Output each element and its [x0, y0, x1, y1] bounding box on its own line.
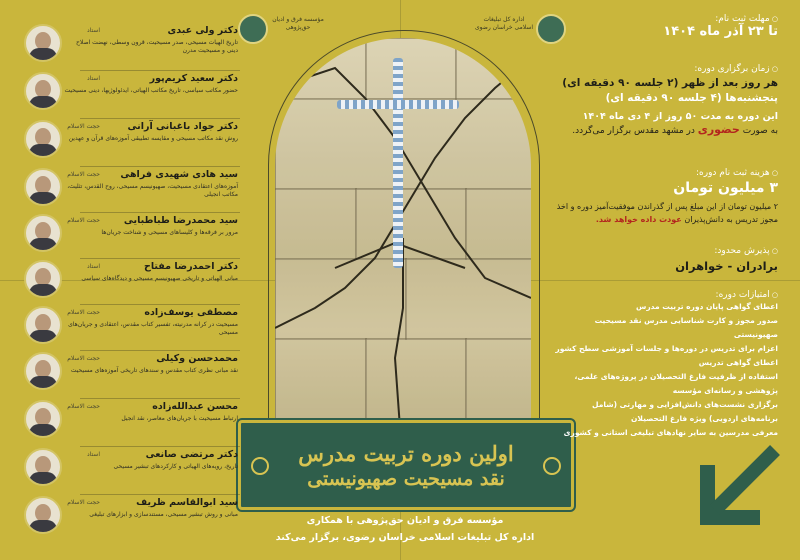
speaker-name: سید هادی شهیدی فراهی [120, 169, 238, 180]
speaker-desc: مبانی الهیاتی و تاریخی صهیونیسم مسیحی و دیدگاه‌های سیاسی [81, 275, 238, 282]
benefit-item: برگزاری نشست‌های دانش‌افزایی و مهارتی (شامل برنامه‌های اردویی) ویژه فارغ التحصیلان [592, 400, 778, 423]
speaker-desc: نقد مبانی نظری کتاب مقدس و سندهای تاریخی آموزه‌های مسیحیت [70, 367, 238, 374]
avatar [24, 496, 62, 534]
speaker-title: حجت الاسلام [67, 403, 100, 410]
benefit-item: اعطای گواهی تدریس [698, 358, 778, 367]
speaker-item [0, 212, 250, 256]
benefit-item: استفاده از ظرفیت فارغ التحصیلان در پروژه‌های علمی، پژوهشی و رسانه‌ای مؤسسه [574, 372, 778, 395]
speaker-title: حجت الاسلام [67, 217, 100, 224]
deadline-label: ○ مهلت ثبت نام: [553, 14, 778, 24]
avatar [24, 214, 62, 252]
refund-text [553, 200, 778, 226]
speaker-item [0, 304, 250, 348]
speaker-desc: آموزه‌های اعتقادی مسیحیت، صهیونیسم مسیحی، روح القدس، تثلیث، مکاتب انجیلی [67, 183, 238, 198]
speaker-title: حجت الاسلام [67, 171, 100, 178]
speaker-desc: مرور بر فرقه‌ها و کلیساهای مسیحی و شناخت جریان‌ها [101, 229, 238, 236]
speaker-name: مصطفی یوسف‌زاده [144, 307, 238, 318]
speaker-desc: حضور مکاتب سیاسی، تاریخ مکاتب الهیاتی، ایدئولوژیها، دینی مسیحیت [64, 87, 238, 94]
speaker-desc: ارتباط مسیحیت با جریان‌های معاصر، نقد انجیل [121, 415, 238, 422]
course-title-banner [238, 420, 574, 510]
speaker-item [0, 446, 250, 490]
time-label: ○ زمان برگزاری دوره: [553, 64, 778, 74]
speaker-title: استاد [86, 263, 100, 270]
speaker-item [0, 166, 250, 210]
footer-line1: مؤسسه فرق و ادیان حق‌پژوهی با همکاری [306, 515, 504, 526]
speaker-name: محمدحسن وکیلی [156, 353, 238, 364]
speaker-item [0, 22, 250, 66]
benefit-item: اعطای گواهی پایان دوره تربیت مدرس [635, 302, 778, 311]
registration-deadline [553, 14, 778, 39]
avatar [24, 306, 62, 344]
speaker-item [0, 118, 250, 162]
speaker-desc: مسیحیت در کرانه مدرنیته، تفسیر کتاب مقدس، اعتقادی و جریان‌های مسیحی [68, 321, 238, 336]
speaker-name: دکتر سعید کریم‌پور [149, 73, 238, 84]
benefit-item: معرفی مدرسین به سایر نهادهای تبلیغی استانی و کشوری [563, 428, 778, 437]
duration-text: این دوره به مدت ۵۰ روز از ۴ دی ماه ۱۴۰۴ [582, 111, 778, 122]
speaker-title: حجت الاسلام [67, 123, 100, 130]
speaker-desc: روش نقد مکاتب مسیحی و مقایسه تطبیقی آموزه‌های قرآن و عهدین [68, 135, 238, 142]
speaker-name: سید محمدرضا طباطبایی [123, 215, 238, 226]
speaker-title: استاد [86, 27, 100, 34]
course-schedule [553, 64, 778, 138]
time-line1: هر روز بعد از ظهر (۲ جلسه ۹۰ دقیقه ای) [562, 77, 778, 89]
avatar [24, 352, 62, 390]
speaker-name: دکتر ولی عبدی [167, 25, 238, 36]
speaker-item [0, 258, 250, 302]
speaker-name: دکتر مرتضی صانعی [145, 449, 238, 460]
course-title-line1: اولین دوره تربیت مدرس [298, 440, 514, 466]
speaker-name: محسن عبدالله‌زاده [152, 401, 238, 412]
avatar [24, 168, 62, 206]
cross-horizontal [337, 100, 459, 109]
benefit-item: صدور مجوز و کارت شناسایی مدرس نقد مسیحیت صهیونیستی [594, 316, 778, 339]
organizers-footer [250, 512, 560, 546]
organization-logo-text: اداره کل تبلیغات اسلامی خراسان رضوی [474, 16, 534, 31]
cross-vertical [393, 58, 403, 268]
benefit-item: اعزام برای تدریس در دوره‌ها و جلسات آموزشی سطح کشور [555, 344, 778, 353]
mode-prefix: به صورت [742, 126, 778, 136]
avatar [24, 120, 62, 158]
speaker-title: حجت الاسلام [67, 355, 100, 362]
institute-logo-text: مؤسسه فرق و ادیان حق‌پژوهی [272, 16, 324, 31]
footer-line2: اداره کل تبلیغات اسلامی خراسان رضوی، برگزار می‌کند [275, 532, 535, 543]
speaker-name: دکتر جواد باغبانی آرانی [127, 121, 238, 132]
speaker-title: استاد [86, 75, 100, 82]
admission [553, 246, 778, 273]
wall-image [275, 38, 531, 428]
mode-text [553, 123, 778, 138]
avatar [24, 24, 62, 62]
avatar [24, 448, 62, 486]
speaker-desc: تاریخ الهیات مسیحی، صدر مسیحیت، قرون وسطی، نهضت اصلاح دینی و مسیحیت مدرن [76, 39, 238, 54]
benefits-label: ○ امتیازات دوره: [553, 290, 778, 300]
speaker-name: دکتر احمدرضا مفتاح [144, 261, 238, 272]
time-line2: پنجشنبه‌ها (۴ جلسه ۹۰ دقیقه ای) [605, 92, 778, 104]
speaker-title: حجت الاسلام [67, 309, 100, 316]
wall-cracks [275, 38, 531, 428]
speaker-desc: مبانی و روش تبشیر مسیحی، مستندسازی و ابزارهای تبلیغی [89, 511, 238, 518]
ornament-icon [251, 457, 269, 475]
decorative-arrow-icon [690, 440, 780, 535]
avatar [24, 260, 62, 298]
registration-fee [553, 168, 778, 226]
fee-label: ○ هزینه ثبت نام دوره: [553, 168, 778, 178]
refund-desc: ۲ میلیون تومان از این مبلغ پس از گذراندن موفقیت‌آمیز دوره و اخذ مجوز تدریس به دانش‌پذیران [556, 202, 778, 224]
refund-highlight: عودت داده خواهد شد. [595, 215, 682, 224]
avatar [24, 72, 62, 110]
avatar [24, 400, 62, 438]
course-title-line2: نقد مسیحیت صهیونیستی [307, 467, 505, 490]
admission-value: برادران - خواهران [675, 259, 778, 273]
speaker-title: حجت الاسلام [67, 499, 100, 506]
speaker-desc: تاریخ، رویه‌های الهیاتی و کارکردهای تبشیر مسیحی [113, 463, 238, 470]
mode-suffix: در مشهد مقدس برگزار می‌گردد. [572, 126, 695, 136]
speaker-title: استاد [86, 451, 100, 458]
speaker-item [0, 350, 250, 394]
speaker-item [0, 398, 250, 442]
ornament-icon [543, 457, 561, 475]
course-benefits [553, 290, 778, 440]
deadline-value: تا ۲۳ آذر ماه ۱۴۰۴ [663, 24, 778, 39]
speaker-name: سید ابوالقاسم ظریف [136, 497, 238, 508]
mode-value: حضوری [697, 123, 740, 136]
speaker-item [0, 494, 250, 538]
fee-value: ۳ میلیون تومان [673, 180, 778, 196]
admission-label: ○ پذیرش محدود: [553, 246, 778, 256]
speaker-item [0, 70, 250, 114]
